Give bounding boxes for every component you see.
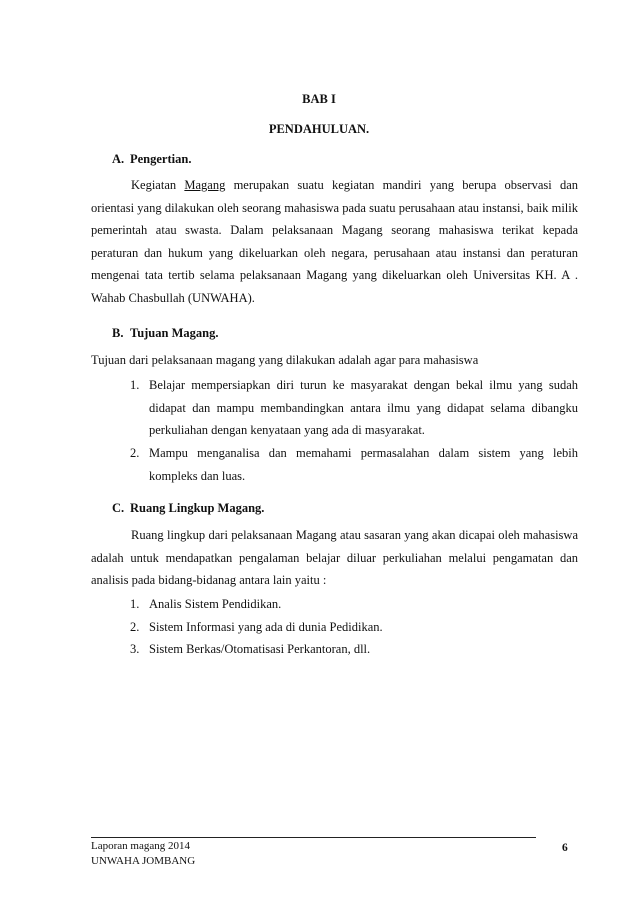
section-c-letter: C.: [112, 501, 125, 515]
list-item-number: 1.: [130, 597, 140, 611]
page-number: 6: [562, 842, 568, 854]
list-item-text: Mampu menganalisa dan memahami permasalahan dalam sistem yang lebih kompleks dan luas.: [149, 446, 578, 483]
list-item-text: Analis Sistem Pendidikan.: [149, 597, 282, 611]
chapter-title: PENDAHULUAN.: [268, 122, 370, 136]
list-item: [130, 638, 578, 661]
section-a-title: Pengertian.: [130, 152, 192, 166]
list-item-number: 1.: [130, 378, 140, 392]
list-item-text: Belajar mempersiapkan diri turun ke masyarakat dengan bekal ilmu yang sudah didapat dan mampu membandingkan antara ilmu yang didapat selama dibangku perkuliahan dengan kenyataan yang ada di masyarakat.: [149, 378, 578, 438]
footer-institution: UNWAHA JOMBANG: [91, 855, 196, 867]
list-item-text: Sistem Informasi yang ada di dunia Pedidikan.: [149, 620, 383, 634]
section-b-letter: B.: [112, 326, 124, 340]
section-c-paragraph: Ruang lingkup dari pelaksanaan Magang atau sasaran yang akan dicapai oleh mahasiswa adalah untuk mendapatkan pengalaman belajar diluar perkuliahan melalui pengamatan dan analisis pada bidang-bidanag antara lain yaitu :: [91, 528, 578, 588]
section-a-letter: A.: [112, 152, 125, 166]
list-item-number: 2.: [130, 446, 140, 460]
section-b-heading: [112, 326, 218, 341]
list-item-number: 3.: [130, 642, 140, 656]
footer-divider: [91, 837, 536, 838]
list-item: [130, 374, 578, 442]
section-c-title: Ruang Lingkup Magang.: [130, 501, 265, 515]
list-item: [130, 616, 578, 639]
section-a-para-start: Kegiatan: [131, 178, 185, 192]
footer-report-label: Laporan magang 2014: [91, 840, 190, 852]
section-a-paragraph: [91, 174, 578, 310]
magang-link[interactable]: Magang: [184, 178, 226, 192]
list-item-number: 2.: [130, 620, 140, 634]
list-item-text: Sistem Berkas/Otomatisasi Perkantoran, dll.: [149, 642, 371, 656]
section-c-heading: [112, 501, 264, 516]
section-b-intro: Tujuan dari pelaksanaan magang yang dilakukan adalah agar para mahasiswa: [91, 353, 479, 367]
section-a-para-rest: merupakan suatu kegiatan mandiri yang berupa observasi dan orientasi yang dilakukan oleh seorang mahasiswa pada suatu perusahaan atau instansi, baik milik pemerintah atau swasta. Dalam pelaksanaan Magang seorang mahasiswa terikat kepada peraturan dan hukum yang dikeluarkan oleh negara, perusahaan atau instansi dan peraturan mengenai tata tertib selama pelaksanaan Magang yang dikeluarkan oleh Universitas KH. A . Wahab Chasbullah (UNWAHA).: [91, 178, 579, 305]
section-a-heading: [112, 152, 191, 167]
chapter-label: BAB I: [302, 92, 336, 106]
list-item: [130, 442, 578, 487]
list-item: [130, 593, 578, 616]
section-b-title: Tujuan Magang.: [130, 326, 219, 340]
